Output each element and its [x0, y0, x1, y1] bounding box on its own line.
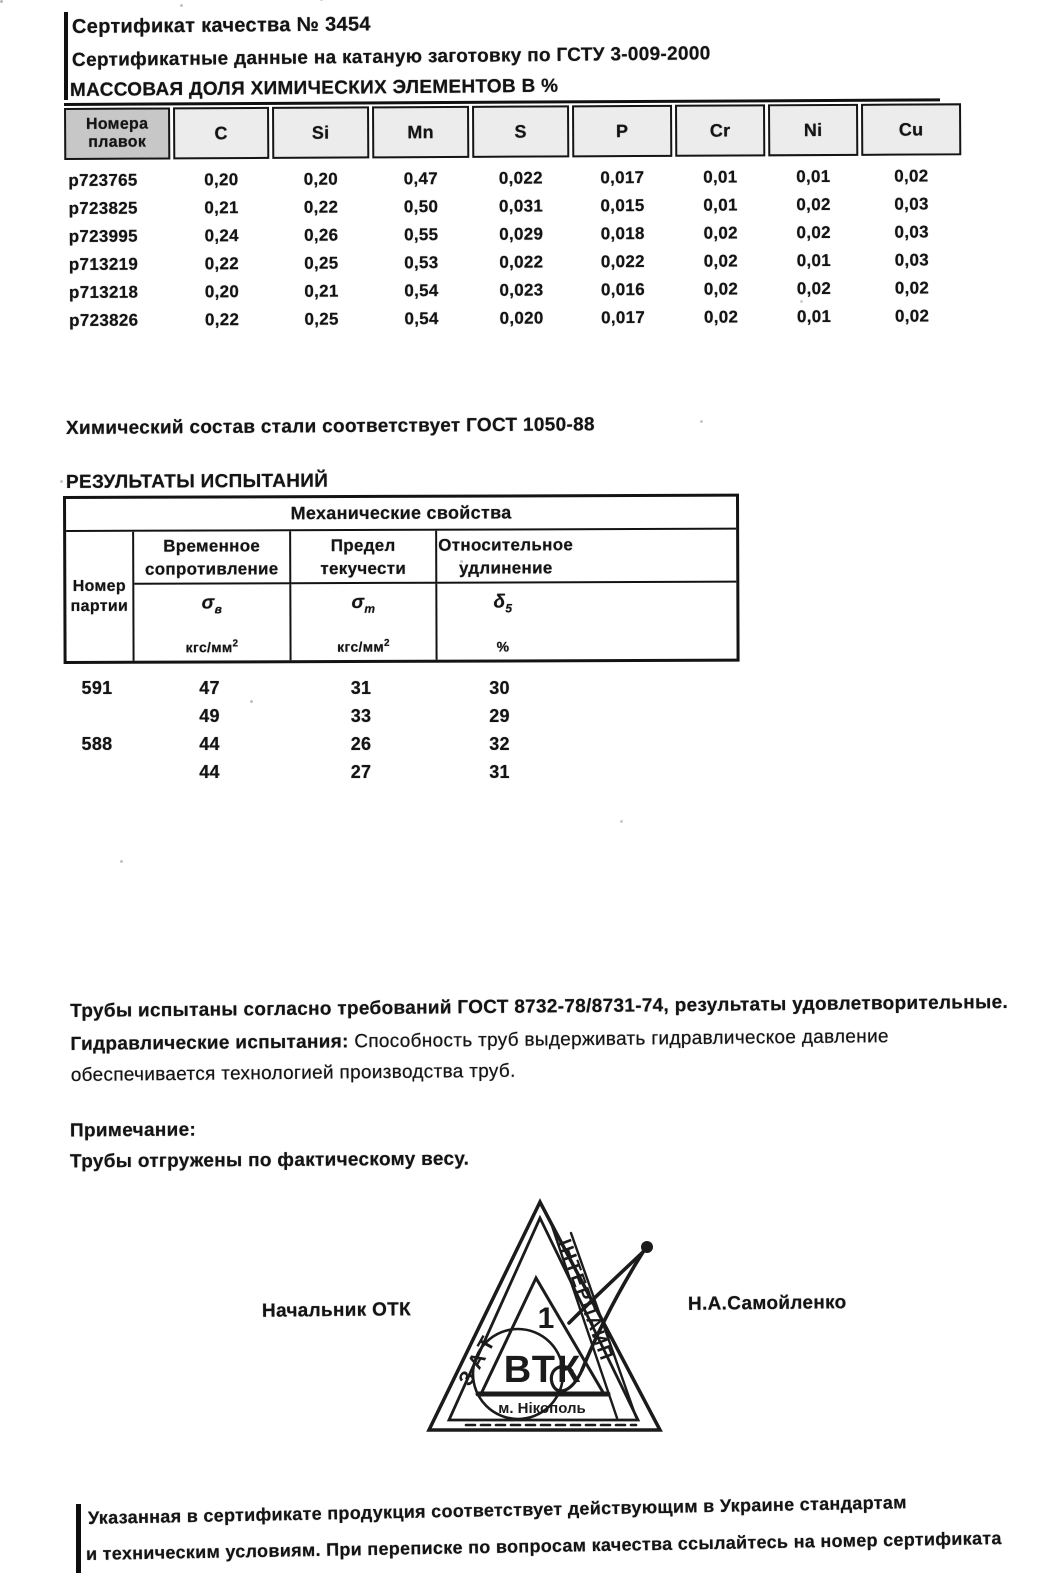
hydraulic-test-statement: [70, 1021, 921, 1091]
table-cell: 0,022: [499, 252, 544, 272]
table-cell: 0,02: [894, 306, 930, 326]
table-cell: 49: [199, 705, 220, 726]
table-cell: 0,55: [403, 225, 439, 245]
table-cell: 0,02: [796, 194, 831, 215]
table-row: [63, 702, 739, 730]
chem-header-mn: Mn: [372, 106, 469, 159]
table-cell: 0,21: [304, 281, 339, 301]
test-results-heading: РЕЗУЛЬТАТЫ ИСПЫТАНИЙ: [65, 470, 329, 493]
signature-ink-blob: [641, 1241, 653, 1253]
table-row: [63, 758, 739, 786]
table-cell: 31: [489, 761, 510, 782]
test-statements: [70, 987, 1021, 1091]
symbol-base: δ: [493, 591, 506, 613]
footer-line1: Указанная в сертификате продукция соответствует действующим в Украине стандартам: [87, 1492, 907, 1528]
note-text: Трубы отгружены по фактическому весу.: [69, 1148, 470, 1173]
table-cell: 0,02: [894, 278, 930, 298]
melt-number: p713218: [68, 282, 139, 302]
table-cell: 0,20: [204, 170, 239, 190]
unit-label: [186, 639, 239, 656]
table-cell: 0,50: [403, 197, 439, 217]
table-cell: 0,022: [498, 168, 543, 188]
table-row: [63, 674, 739, 702]
table-cell: 27: [350, 761, 372, 782]
mech-span-header: Механические свойства: [66, 497, 736, 532]
table-cell: 0,25: [304, 253, 339, 273]
mech-symbol-cell-tensile: [134, 584, 291, 661]
chem-header-melt-numbers: Номера плавок: [64, 107, 170, 160]
table-cell: 0,02: [796, 222, 831, 243]
table-cell: 0,02: [703, 251, 739, 271]
table-cell: 0,25: [304, 309, 339, 329]
certificate-subtitle: Сертификатные данные на катаную заготовку по ГСТУ 3-009-2000: [71, 43, 711, 71]
unit-sup: 2: [383, 638, 390, 650]
table-cell: 0,017: [601, 307, 646, 328]
table-cell: 0,53: [404, 253, 439, 273]
table-cell: 0,01: [703, 167, 738, 187]
table-cell: 0,015: [600, 195, 645, 216]
hydraulic-text: Способность труб выдерживать гидравлическое давление обеспечивается технологией производства труб.: [70, 1026, 889, 1086]
table-cell: 0,020: [499, 308, 544, 328]
mechanical-properties-table: [63, 494, 740, 664]
table-cell: 0,017: [600, 167, 645, 188]
pipes-tested-statement: Трубы испытаны согласно требований ГОСТ 8732-78/8731-74, результаты удовлетворительные.: [70, 991, 1009, 1022]
table-cell: 0,022: [600, 251, 645, 272]
table-cell: 29: [489, 705, 510, 726]
chem-header-p: P: [572, 105, 672, 158]
table-row: [65, 302, 941, 335]
table-cell: 44: [199, 761, 220, 782]
mech-results-rows: [63, 674, 739, 786]
mech-header-batch-number: Номер партии: [66, 532, 134, 661]
melt-number: p723825: [68, 198, 138, 218]
table-cell: 30: [489, 677, 510, 698]
stamp-number: 1: [537, 1302, 555, 1335]
table-cell: 0,20: [204, 282, 240, 302]
chem-header-ni: Ni: [768, 104, 858, 156]
table-cell: 0,029: [499, 224, 544, 244]
chem-table-header-row: [64, 103, 940, 160]
table-cell: 0,023: [499, 280, 544, 300]
chem-table-heading: МАССОВАЯ ДОЛЯ ХИМИЧЕСКИХ ЭЛЕМЕНТОВ В %: [69, 75, 559, 101]
signature-name: Н.А.Самойленко: [687, 1292, 847, 1315]
table-cell: 0,54: [404, 281, 439, 301]
symbol-sub: 5: [505, 601, 513, 616]
table-cell: 0,22: [204, 254, 240, 274]
melt-number: p723995: [68, 226, 138, 246]
stamp-city: м. Нікополь: [498, 1400, 586, 1417]
table-cell: 0,018: [600, 223, 645, 244]
unit-label: %: [496, 638, 510, 655]
stamp-dept: ВТК: [503, 1349, 583, 1391]
vtk-triangle-stamp: [424, 1190, 672, 1448]
symbol-sub: в: [214, 602, 223, 617]
chem-table-body: [64, 162, 941, 335]
chem-header-si: Si: [272, 106, 369, 159]
table-cell: 0,02: [703, 307, 739, 327]
sigma-b-symbol: [202, 592, 223, 616]
stamp-band-text: ІНТЕРПАЙП: [553, 1236, 618, 1365]
symbol-sub: т: [364, 601, 376, 616]
left-margin-bar: [64, 12, 68, 100]
table-cell: 0,01: [796, 166, 831, 187]
melt-number: p713219: [68, 254, 139, 274]
table-cell: 0,03: [894, 222, 929, 242]
footer-margin-bar: [76, 1504, 81, 1573]
melt-number: p723826: [69, 310, 139, 330]
footer-line2: и техническим условиям. При переписке по вопросам качества ссылайтесь на номер сертификата: [85, 1528, 1002, 1564]
table-cell: 0,21: [204, 198, 239, 218]
table-cell: 0,01: [703, 195, 738, 215]
table-cell: 0,20: [303, 169, 339, 189]
table-cell: 33: [350, 705, 372, 726]
scan-noise: [0, 0, 3, 3]
table-cell: 26: [350, 733, 372, 754]
unit-base: кгс/мм: [185, 639, 233, 656]
table-cell: 0,03: [894, 194, 929, 214]
table-cell: 44: [199, 733, 220, 754]
table-cell: 0,02: [796, 278, 832, 299]
chem-header-cu: Cu: [861, 103, 961, 156]
table-cell: 0,031: [498, 196, 544, 216]
unit-sup: 2: [232, 638, 239, 650]
table-cell: 0,26: [303, 225, 339, 245]
table-cell: 0,02: [894, 166, 929, 186]
mech-symbol-cell-elongation: [437, 583, 736, 660]
delta-symbol: [493, 591, 512, 615]
chem-header-c: C: [173, 107, 269, 160]
symbol-base: σ: [201, 592, 215, 614]
chem-header-cr: Cr: [675, 104, 765, 156]
certificate-title: Сертификат качества № 3454: [71, 13, 371, 38]
batch-number: 591: [81, 677, 113, 698]
table-cell: 0,03: [894, 250, 930, 270]
table-cell: 0,24: [204, 226, 239, 246]
hydraulic-label: Гидравлические испытания:: [70, 1031, 349, 1055]
table-cell: 32: [489, 733, 510, 754]
mech-header-yield: Предел текучести: [291, 531, 437, 585]
unit-base: кгс/мм: [337, 638, 385, 656]
table-cell: 0,47: [403, 169, 439, 189]
table-cell: 0,016: [600, 279, 646, 300]
chem-conformity-statement: Химический состав стали соответствует ГОСТ 1050-88: [65, 414, 595, 439]
table-row: [63, 730, 739, 758]
signature-role: Начальник ОТК: [261, 1299, 412, 1322]
table-cell: 0,02: [703, 223, 738, 243]
batch-number: 588: [81, 733, 113, 754]
chem-header-s: S: [472, 105, 569, 158]
mech-symbol-cell-yield: [291, 584, 437, 661]
symbol-base: σ: [351, 591, 365, 613]
note-label: Примечание:: [69, 1119, 197, 1142]
melt-number: p723765: [68, 170, 138, 190]
table-cell: 0,01: [796, 306, 832, 327]
table-cell: 0,22: [303, 197, 339, 217]
table-cell: 31: [350, 677, 372, 698]
table-cell: 0,02: [703, 279, 739, 299]
table-cell: 0,54: [404, 309, 439, 329]
mech-header-elongation: Относительное удлинение: [437, 530, 736, 584]
table-cell: 0,01: [796, 250, 832, 271]
unit-label: [337, 638, 390, 655]
stamp-org-text: ЗАТ: [454, 1327, 503, 1390]
sigma-t-symbol: [351, 592, 375, 616]
chemical-composition-table: [64, 98, 941, 335]
table-cell: 47: [199, 677, 220, 698]
mech-header-tensile: Временное сопротивление: [134, 531, 291, 585]
table-cell: 0,22: [204, 310, 240, 330]
